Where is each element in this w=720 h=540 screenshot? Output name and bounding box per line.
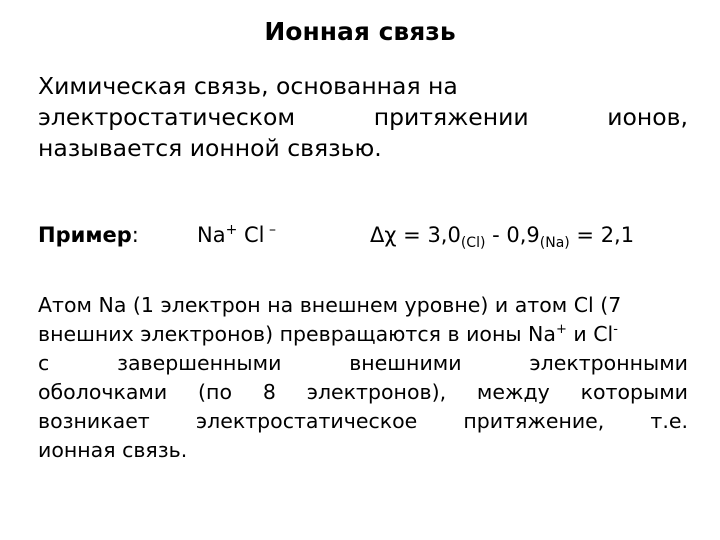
paragraph-text: внешних электронов) превращаются в ионы Na bbox=[38, 322, 556, 346]
example-label-colon: : bbox=[131, 223, 139, 247]
definition-line: называется ионной связью. bbox=[38, 134, 382, 162]
delta-lhs: Δχ = 3,0 bbox=[370, 223, 461, 247]
example-row bbox=[0, 218, 720, 252]
electronegativity-difference bbox=[370, 218, 634, 252]
definition-text bbox=[38, 71, 688, 164]
paragraph-line: с завершенными внешними электронными bbox=[38, 351, 688, 375]
chlorine-symbol: Cl bbox=[237, 223, 265, 247]
paragraph-line: Атом Na (1 электрон на внешнем уровне) и атом Cl (7 bbox=[38, 293, 622, 317]
paragraph-line bbox=[38, 320, 688, 349]
example-label bbox=[38, 218, 139, 252]
explanation-paragraph bbox=[38, 291, 688, 465]
chlorine-charge: – bbox=[264, 222, 276, 238]
paragraph-line: возникает электростатическое притяжение, т.е. bbox=[38, 409, 688, 433]
sodium-ion-charge: + bbox=[555, 322, 567, 337]
sodium-charge: + bbox=[225, 222, 238, 238]
paragraph-line: оболочками (по 8 электронов), между которыми bbox=[38, 380, 688, 404]
slide-title: Ионная связь bbox=[264, 17, 456, 46]
definition-line: Химическая связь, основанная на bbox=[38, 72, 458, 100]
definition-line: электростатическом притяжении ионов, bbox=[38, 103, 688, 131]
paragraph-text: и Cl bbox=[566, 322, 614, 346]
delta-minus: - 0,9 bbox=[485, 223, 540, 247]
subscript-cl: (Cl) bbox=[460, 235, 486, 251]
paragraph-line: ионная связь. bbox=[38, 438, 188, 462]
delta-result: = 2,1 bbox=[569, 223, 635, 247]
subscript-na: (Na) bbox=[539, 235, 570, 251]
chloride-ion-charge: - bbox=[613, 322, 618, 337]
ionic-formula bbox=[197, 218, 276, 252]
example-label-word: Пример bbox=[38, 223, 132, 247]
sodium-symbol: Na bbox=[197, 223, 226, 247]
